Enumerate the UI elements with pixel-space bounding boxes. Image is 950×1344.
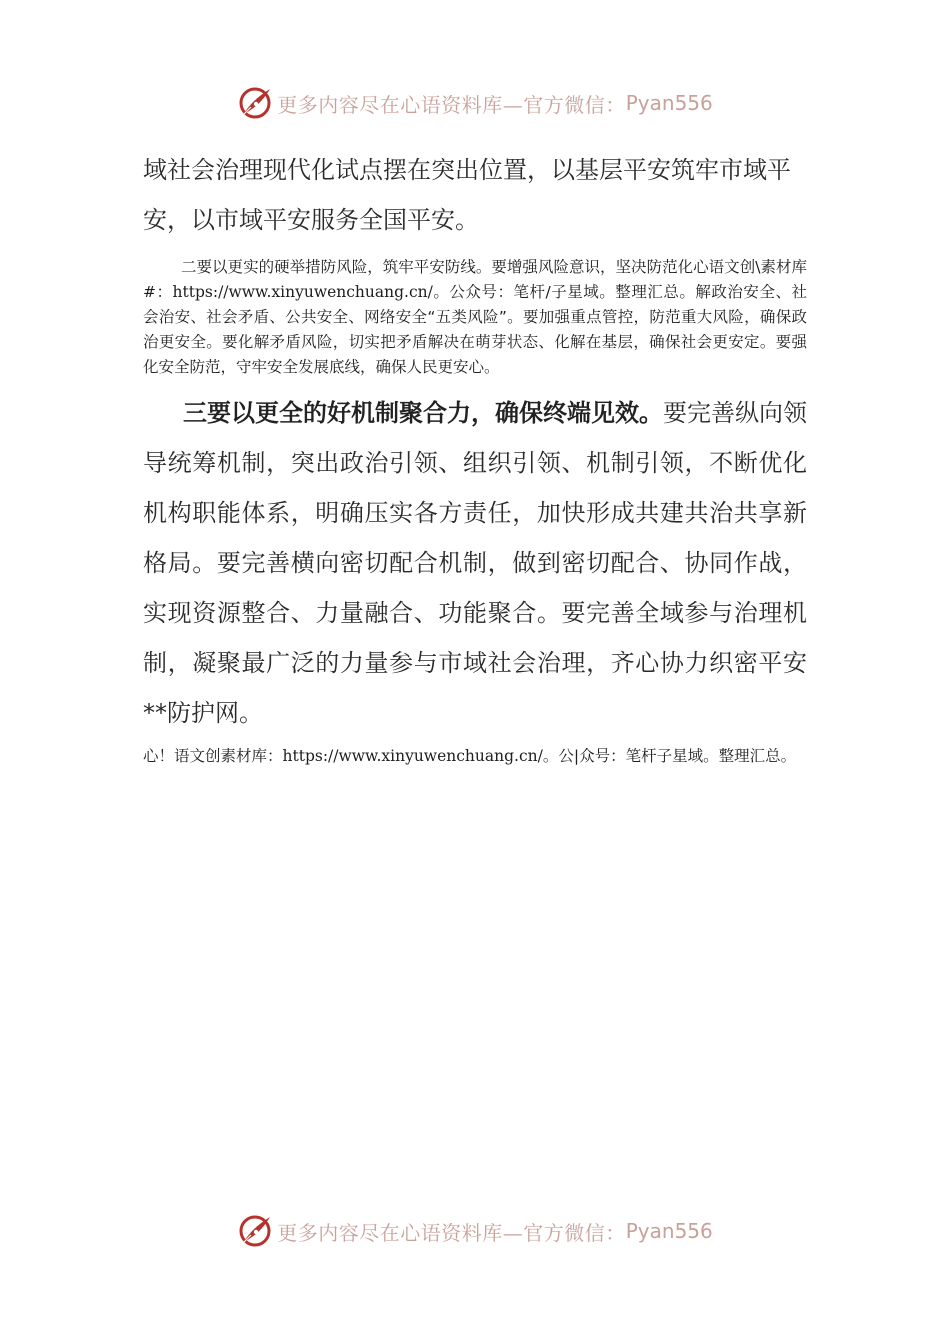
paragraph-2 xyxy=(143,255,807,380)
paragraph-3-text: 要完善纵向领导统筹机制，突出政治引领、组织引领、机制引领，不断优化机构职能体系，明确压实各方责任，加快形成共建共治共享新格局。要完善横向密切配合机制，做到密切配合、协同作战，实现资源整合、力量融合、功能聚合。要完善全域参与治理机制，凝聚最广泛的力量参与市域社会治理，齐心协力织密平安**防护网。 xyxy=(143,399,807,727)
paragraph-2-text-a: 二要以更实的硬举措防风险，筑牢平安防线。要增强风险意识，坚决防范化心语文创\素材库#： xyxy=(143,258,807,301)
document-body xyxy=(143,145,807,769)
header-banner-text: 更多内容尽在心语资料库—官方微信： xyxy=(277,92,626,117)
footer-wechat-id: Pyan556 xyxy=(625,1219,713,1243)
quill-pen-logo-icon xyxy=(237,1213,273,1249)
footer-banner-text: 更多内容尽在心语资料库—官方微信： xyxy=(277,1220,626,1245)
paragraph-1 xyxy=(143,145,807,245)
paragraph-4-text-b: 。公|众号：笔杆子星域。整理汇总。 xyxy=(542,747,797,765)
paragraph-3 xyxy=(143,388,807,738)
header-wechat-id: Pyan556 xyxy=(625,91,713,115)
paragraph-4-text-a: 心！语文创素材库： xyxy=(143,747,283,765)
paragraph-2-text-b: 。公众号：笔杆/子星域。整理汇总。解政治安全、社会治安、社会矛盾、公共安全、网络安全“五类风险”。要加强重点管控，防范重大风险，确保政治更安全。要化解矛盾风险，切实把矛盾解决在萌芽状态、化解在基层，确保社会更安定。要强化安全防范，守牢安全发展底线，确保人民更安心。 xyxy=(143,283,807,376)
header-banner xyxy=(0,83,950,123)
paragraph-2-url: https://www.xinyuwenchuang.cn/ xyxy=(172,283,433,301)
footer-banner xyxy=(0,1211,950,1251)
paragraph-4-url: https://www.xinyuwenchuang.cn/ xyxy=(282,747,543,765)
paragraph-4 xyxy=(143,744,807,769)
paragraph-1-line-2: 安，以市域平安服务全国平安。 xyxy=(143,206,479,234)
paragraph-3-heading: 三要以更全的好机制聚合力，确保终端见效。 xyxy=(183,399,663,427)
quill-pen-logo-icon xyxy=(237,85,273,121)
paragraph-1-line-1: 域社会治理现代化试点摆在突出位置，以基层平安筑牢市域平 xyxy=(143,156,791,184)
